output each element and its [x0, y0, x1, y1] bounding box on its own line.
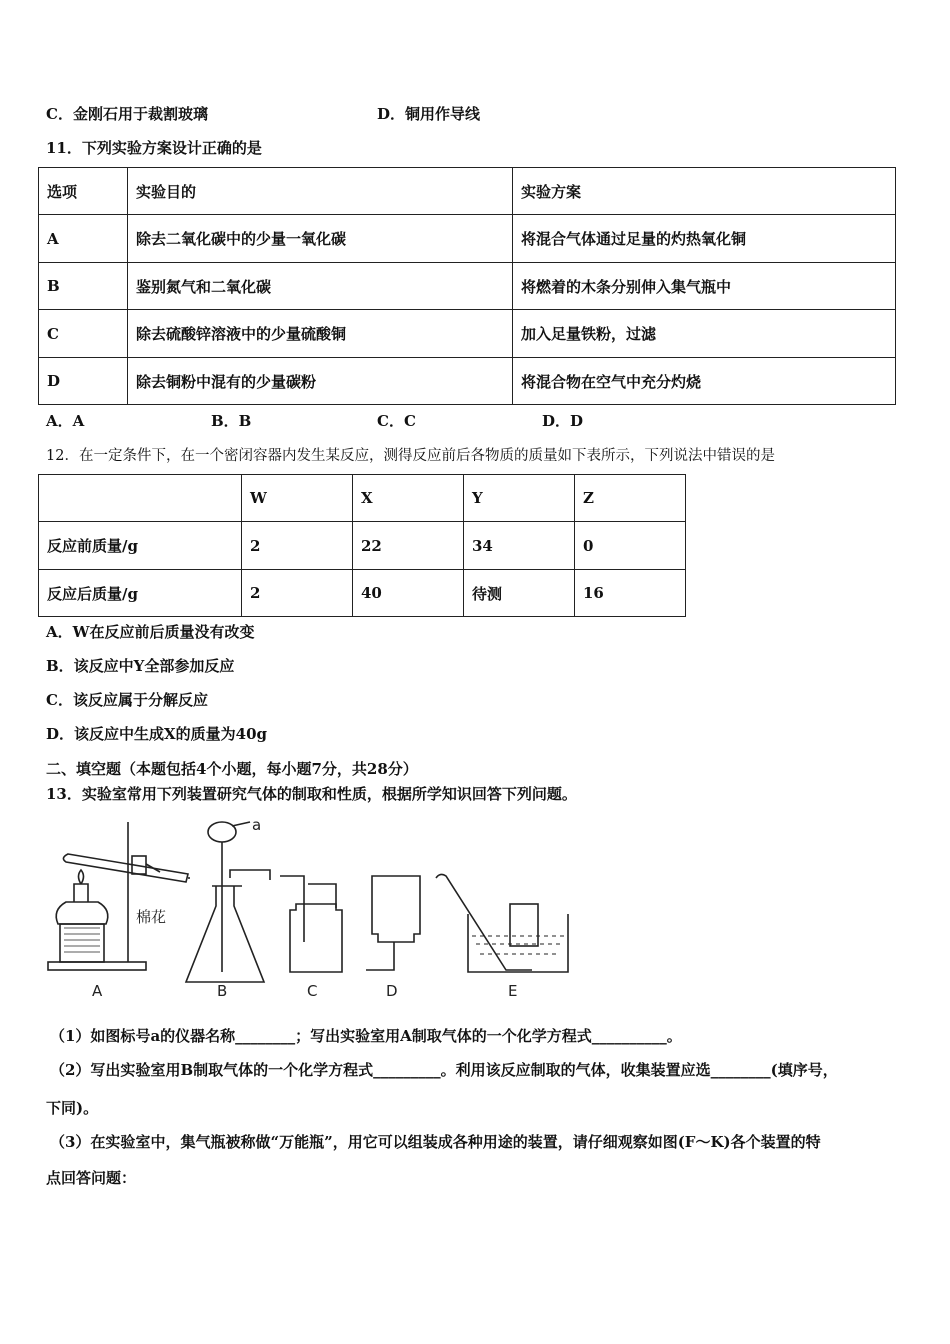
- figure-label: C: [307, 982, 318, 1000]
- table-header-cell: 实验方案: [513, 168, 896, 215]
- table-row: [39, 215, 896, 263]
- table-cell: 40: [353, 570, 464, 617]
- table-cell: 0: [575, 522, 686, 570]
- table-row: [39, 522, 686, 570]
- table-cell: 34: [464, 522, 575, 570]
- marker-a: a: [252, 816, 262, 834]
- table-header-cell: W: [242, 475, 353, 522]
- apparatus-figure: [40, 812, 580, 1004]
- table-cell: 16: [575, 570, 686, 617]
- table-cell: 加入足量铁粉，过滤: [513, 310, 896, 358]
- table-cell: 将混合物在空气中充分灼烧: [513, 358, 896, 405]
- table-cell: 22: [353, 522, 464, 570]
- figure-label: D: [386, 982, 398, 1000]
- table-header-cell: 选项: [39, 168, 128, 215]
- apparatus-e: [436, 874, 568, 972]
- q12-option-c: C．该反应属于分解反应: [46, 691, 208, 709]
- table-row: [39, 358, 896, 405]
- figure-label: A: [92, 982, 103, 1000]
- q13-part3-line2: 点回答问题：: [46, 1169, 137, 1187]
- q11-stem: 11．下列实验方案设计正确的是: [46, 139, 262, 157]
- table-cell: D: [39, 358, 128, 405]
- table-row: [39, 263, 896, 310]
- q11-option-c: C．C: [377, 412, 416, 430]
- table-row: [39, 168, 896, 215]
- q11-option-b: B．B: [211, 412, 252, 430]
- table-header-cell: X: [353, 475, 464, 522]
- q13-part2-line2: 下同)。: [46, 1099, 99, 1117]
- table-header-cell: Y: [464, 475, 575, 522]
- table-cell: 反应后质量/g: [39, 570, 242, 617]
- q13-stem: 13．实验室常用下列装置研究气体的制取和性质，根据所学知识回答下列问题。: [46, 785, 577, 803]
- apparatus-b: [186, 822, 270, 982]
- q12-option-a: A．W在反应前后质量没有改变: [46, 623, 255, 641]
- cotton-label: 棉花: [136, 908, 167, 926]
- table-cell: 除去二氧化碳中的少量一氧化碳: [128, 215, 513, 263]
- q11-table: [38, 167, 896, 405]
- table-row: [39, 570, 686, 617]
- q12-stem: 12．在一定条件下，在一个密闭容器内发生某反应，测得反应前后各物质的质量如下表所示，下列说法中错误的是: [46, 448, 775, 464]
- figure-label: E: [508, 982, 518, 1000]
- apparatus-d: [366, 876, 420, 970]
- table-header-cell: [39, 475, 242, 522]
- q12-option-b: B．该反应中Y全部参加反应: [46, 657, 235, 675]
- q10-option-c: C．金刚石用于裁割玻璃: [46, 105, 208, 123]
- table-row: [39, 310, 896, 358]
- table-cell: 除去硫酸锌溶液中的少量硫酸铜: [128, 310, 513, 358]
- q13-part3-line1: （3）在实验室中，集气瓶被称做“万能瓶”，用它可以组装成各种用途的装置，请仔细观察如图(F～K)各个装置的特: [50, 1133, 821, 1151]
- table-header-cell: Z: [575, 475, 686, 522]
- q12-table: [38, 474, 686, 617]
- table-cell: 将燃着的木条分别伸入集气瓶中: [513, 263, 896, 310]
- table-cell: C: [39, 310, 128, 358]
- table-cell: 待测: [464, 570, 575, 617]
- table-cell: 2: [242, 522, 353, 570]
- apparatus-a: [48, 822, 190, 970]
- q12-option-d: D．该反应中生成X的质量为40g: [46, 725, 268, 743]
- q13-part1: （1）如图标号a的仪器名称________；写出实验室用A制取气体的一个化学方程式__________。: [50, 1027, 682, 1045]
- table-cell: B: [39, 263, 128, 310]
- table-header-cell: 实验目的: [128, 168, 513, 215]
- table-cell: 将混合气体通过足量的灼热氧化铜: [513, 215, 896, 263]
- section-heading: 二、填空题（本题包括4个小题，每小题7分，共28分）: [46, 760, 418, 778]
- q13-part2-line1: （2）写出实验室用B制取气体的一个化学方程式_________。利用该反应制取的气体，收集装置应选________(填序号，: [50, 1061, 838, 1079]
- table-cell: A: [39, 215, 128, 263]
- q11-option-a: A．A: [46, 412, 85, 430]
- table-cell: 反应前质量/g: [39, 522, 242, 570]
- table-cell: 2: [242, 570, 353, 617]
- table-cell: 鉴别氮气和二氧化碳: [128, 263, 513, 310]
- apparatus-c: [280, 876, 342, 972]
- table-cell: 除去铜粉中混有的少量碳粉: [128, 358, 513, 405]
- q10-option-d: D．铜用作导线: [377, 105, 481, 123]
- q11-option-d: D．D: [542, 412, 584, 430]
- table-row: [39, 475, 686, 522]
- figure-label: B: [217, 982, 228, 1000]
